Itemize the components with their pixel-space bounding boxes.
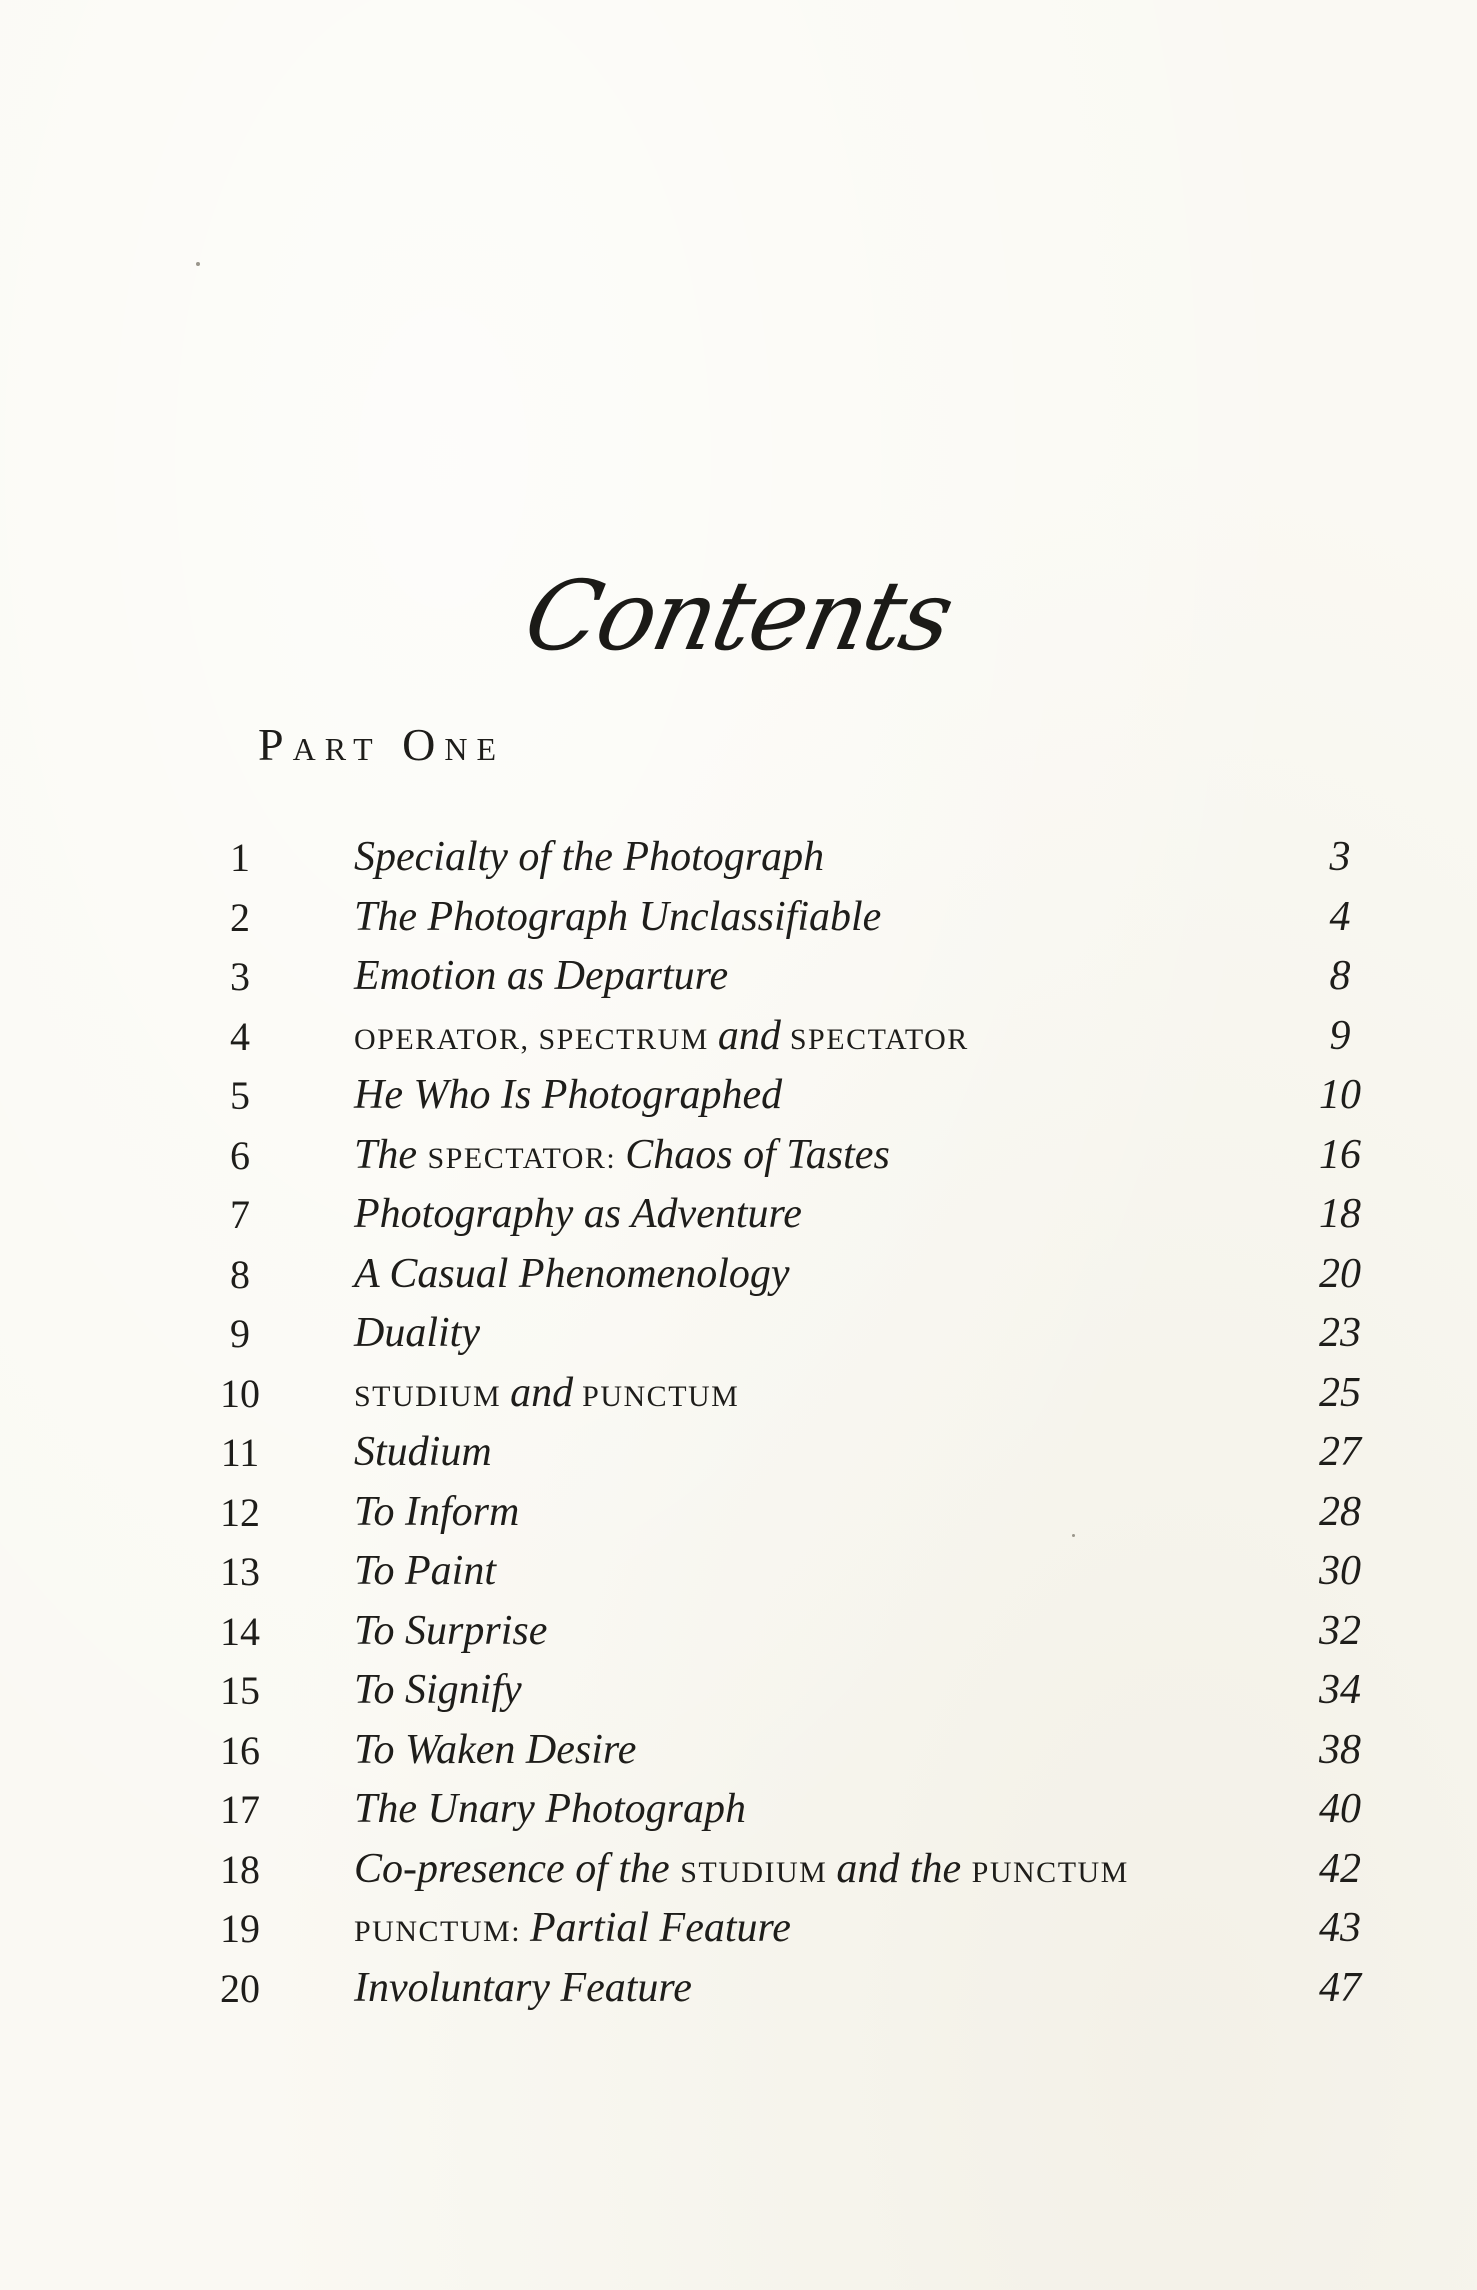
chapter-title	[354, 1542, 496, 1601]
chapter-title-segment: OPERATOR, SPECTRUM	[354, 1022, 718, 1056]
chapter-title-segment: Emotion as Departure	[354, 953, 729, 999]
chapter-title	[354, 1423, 492, 1482]
page-number: 43	[1319, 1905, 1361, 1951]
chapter-number: 7	[230, 1192, 250, 1237]
page-number: 34	[1319, 1667, 1361, 1713]
chapter-title-segment: The Photograph Unclassifiable	[354, 893, 882, 940]
page-number: 18	[1319, 1191, 1361, 1237]
chapter-title-segment: Duality	[354, 1310, 480, 1356]
toc-entry[interactable]	[0, 1126, 1477, 1185]
page-number: 38	[1319, 1726, 1361, 1773]
chapter-title-segment: STUDIUM	[354, 1379, 511, 1413]
toc-entry[interactable]	[0, 1364, 1477, 1423]
chapter-title	[354, 1661, 522, 1720]
chapter-number: 17	[220, 1787, 260, 1832]
chapter-title	[354, 1959, 692, 2018]
page-number: 27	[1319, 1429, 1361, 1475]
chapter-number: 13	[220, 1549, 260, 1594]
toc-entry[interactable]	[0, 1066, 1477, 1125]
chapter-number: 20	[220, 1965, 260, 2011]
page-number: 23	[1319, 1310, 1361, 1356]
chapter-title	[354, 1185, 802, 1244]
chapter-title-segment: To Signify	[354, 1667, 522, 1713]
page-number: 20	[1319, 1250, 1361, 1297]
chapter-number: 4	[230, 1013, 250, 1059]
chapter-title	[354, 1245, 790, 1304]
chapter-number: 18	[220, 1846, 260, 1892]
toc-entry[interactable]	[0, 1840, 1477, 1899]
chapter-title-segment: Partial Feature	[530, 1905, 791, 1951]
page-number: 16	[1319, 1131, 1361, 1178]
chapter-number: 1	[230, 835, 250, 880]
chapter-title-segment: and	[717, 1012, 781, 1059]
page-number: 30	[1319, 1548, 1361, 1594]
chapter-number: 3	[230, 954, 250, 999]
chapter-title-segment: To Waken Desire	[354, 1726, 637, 1773]
chapter-number: 15	[220, 1668, 260, 1713]
page-number: 40	[1319, 1786, 1361, 1832]
toc-entry[interactable]	[0, 828, 1477, 887]
contents-heading: Contents	[515, 560, 962, 672]
toc-entry[interactable]	[0, 947, 1477, 1006]
toc-entry[interactable]	[0, 1899, 1477, 1958]
chapter-title	[354, 1483, 519, 1542]
chapter-title-segment: and	[510, 1369, 574, 1416]
chapter-title-segment: Involuntary Feature	[354, 1964, 692, 2011]
page-number: 32	[1319, 1607, 1361, 1654]
chapter-title-segment: SPECTATOR	[780, 1022, 969, 1056]
chapter-number: 8	[230, 1251, 250, 1297]
toc-entry[interactable]	[0, 1423, 1477, 1482]
chapter-title-segment: STUDIUM	[680, 1855, 837, 1889]
chapter-title-segment: and the	[836, 1845, 972, 1892]
toc-entry[interactable]	[0, 1483, 1477, 1542]
toc-entry[interactable]	[0, 1721, 1477, 1780]
toc-entry[interactable]	[0, 1542, 1477, 1601]
part-title: Part One	[258, 719, 506, 770]
chapter-title-segment: To Inform	[354, 1488, 520, 1535]
toc-entry[interactable]	[0, 1245, 1477, 1304]
chapter-title-segment: The Unary Photograph	[354, 1786, 746, 1832]
chapter-title-segment: Co-presence of the	[354, 1845, 681, 1892]
chapter-title	[354, 1007, 969, 1069]
chapter-title-segment: The	[354, 1131, 428, 1178]
page-number: 3	[1329, 834, 1351, 880]
chapter-title-segment: PUNCTUM	[971, 1855, 1129, 1889]
page-number: 42	[1319, 1845, 1361, 1892]
chapter-title	[354, 888, 881, 947]
paper-speck	[196, 262, 200, 266]
chapter-number: 12	[220, 1489, 260, 1535]
chapter-number: 16	[220, 1727, 260, 1773]
chapter-number: 2	[230, 894, 250, 940]
chapter-title	[354, 1304, 480, 1363]
chapter-title-segment: PUNCTUM	[573, 1379, 740, 1413]
chapter-title	[354, 1126, 890, 1188]
toc-entry[interactable]	[0, 1661, 1477, 1720]
chapter-title	[354, 1721, 636, 1780]
toc-entry[interactable]	[0, 1304, 1477, 1363]
toc-entry[interactable]	[0, 1959, 1477, 2018]
chapter-title-segment: SPECTATOR:	[427, 1141, 626, 1175]
chapter-title-segment: Specialty of the Photograph	[354, 834, 825, 880]
chapter-title-segment: Photography as Adventure	[354, 1191, 802, 1237]
chapter-title-segment: Studium	[354, 1429, 492, 1475]
chapter-number: 11	[220, 1430, 260, 1475]
chapter-title	[354, 1780, 746, 1839]
chapter-number: 5	[230, 1073, 250, 1118]
page-number: 47	[1319, 1964, 1361, 2011]
page-number: 8	[1329, 953, 1351, 999]
chapter-title-segment: He Who Is Photographed	[354, 1072, 783, 1118]
toc-entry[interactable]	[0, 1185, 1477, 1244]
chapter-number: 19	[220, 1906, 260, 1951]
chapter-title-segment: PUNCTUM:	[354, 1915, 531, 1948]
chapter-title	[354, 1364, 739, 1426]
chapter-number: 10	[220, 1370, 260, 1416]
toc-entry[interactable]	[0, 1602, 1477, 1661]
chapter-number: 9	[230, 1311, 250, 1356]
chapter-title	[354, 1840, 1129, 1902]
toc-entry[interactable]	[0, 1780, 1477, 1839]
page-number: 28	[1319, 1488, 1361, 1535]
toc-entry[interactable]	[0, 888, 1477, 947]
chapter-title	[354, 828, 824, 887]
chapter-title-segment: To Paint	[354, 1548, 496, 1594]
chapter-title	[354, 1066, 782, 1125]
page-number: 4	[1329, 893, 1351, 940]
chapter-title-segment: Chaos of Tastes	[625, 1131, 890, 1178]
chapter-title-segment: A Casual Phenomenology	[354, 1250, 790, 1297]
toc-entry[interactable]	[0, 1007, 1477, 1066]
chapter-number: 6	[230, 1132, 250, 1178]
chapter-title	[354, 947, 728, 1006]
chapter-title-segment: To Surprise	[354, 1607, 548, 1654]
chapter-number: 14	[220, 1608, 260, 1654]
page-number: 10	[1319, 1072, 1361, 1118]
chapter-title	[354, 1602, 547, 1661]
chapter-title	[354, 1899, 791, 1961]
page-number: 25	[1319, 1369, 1361, 1416]
page-number: 9	[1329, 1012, 1351, 1059]
